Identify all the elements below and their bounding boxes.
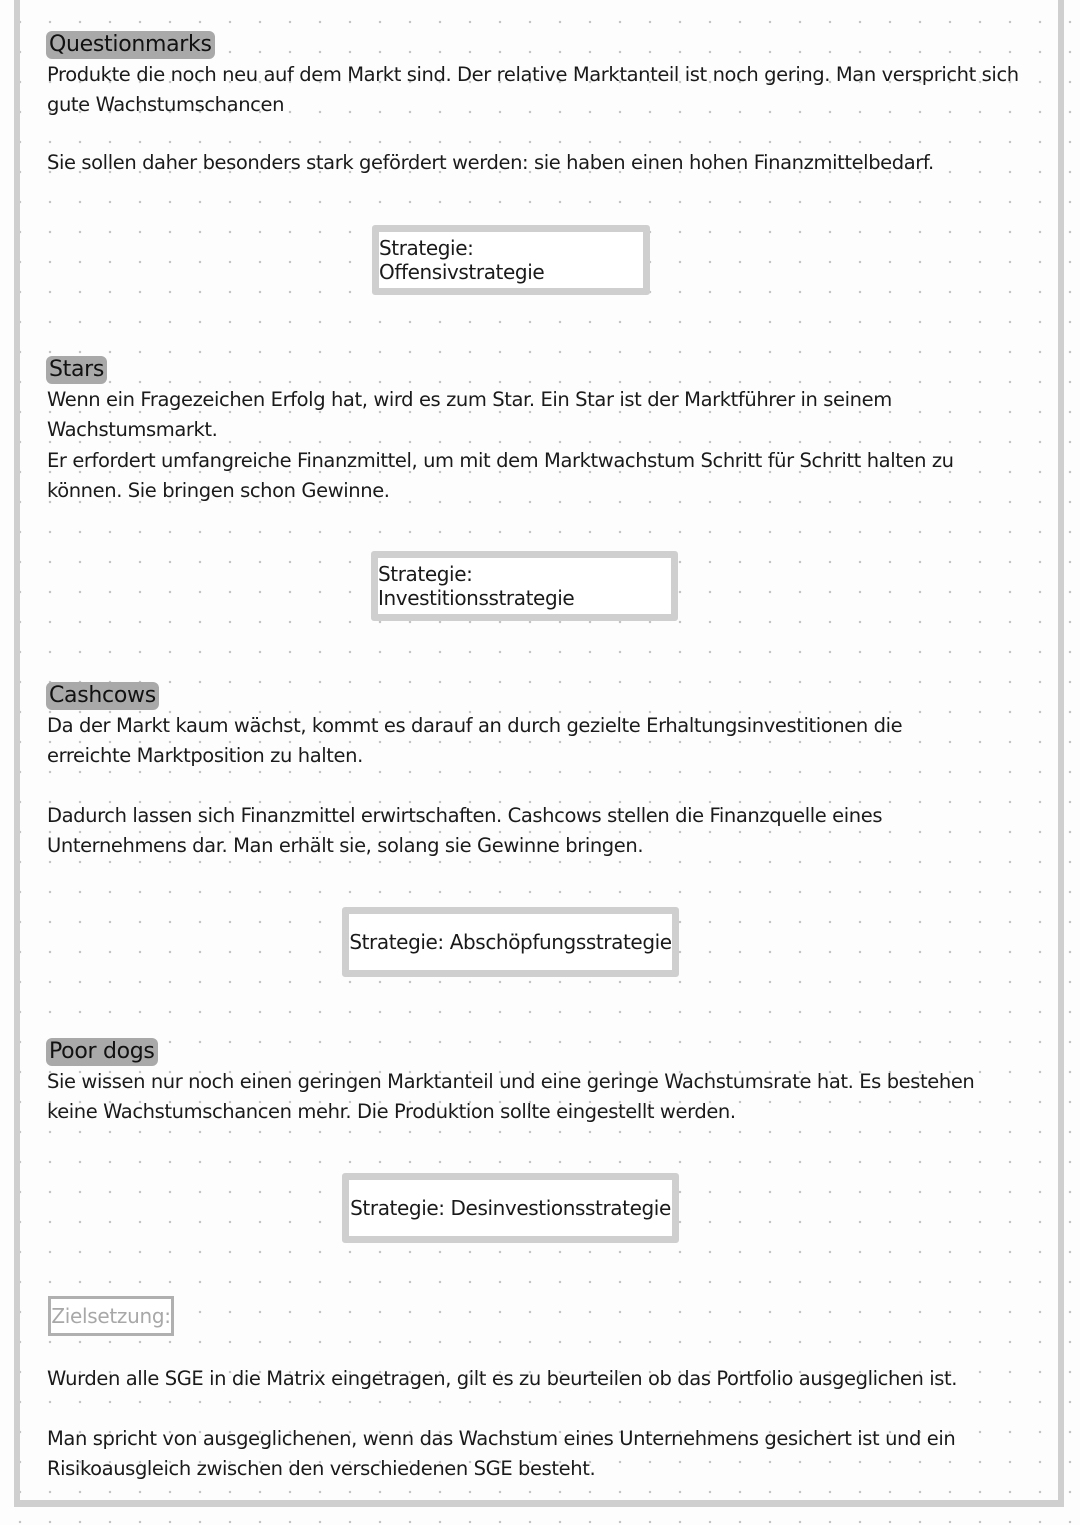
section-text-poor-dogs-1: Sie wissen nur noch einen geringen Marktanteil und eine geringe Wachstumsrate hat. Es bestehen keine Wachstumschancen mehr. Die Produktion sollte eingestellt werden. <box>47 1070 975 1123</box>
section-text-cashcows-2: Dadurch lassen sich Finanzmittel erwirtschaften. Cashcows stellen die Finanzquelle eines Unternehmens dar. Man erhält sie, solang sie Gewinne bringen. <box>47 804 883 857</box>
section-heading-poor-dogs: Poor dogs <box>46 1038 158 1066</box>
goal-text-1: Wurden alle SGE in die Matrix eingetragen, gilt es zu beurteilen ob das Portfolio ausgeglichen ist. <box>47 1367 958 1390</box>
section-heading-questionmarks: Questionmarks <box>46 31 215 59</box>
section-heading-cashcows: Cashcows <box>46 682 159 710</box>
strategy-box-poor-dogs: Strategie: Desinvestionsstrategie <box>342 1173 679 1243</box>
strategy-box-stars: Strategie: Investitionsstrategie <box>371 551 678 621</box>
strategy-box-cashcows: Strategie: Abschöpfungsstrategie <box>342 907 679 977</box>
page-border-bottom <box>14 1500 1064 1507</box>
goal-label-box: Zielsetzung: <box>48 1296 174 1336</box>
section-heading-stars: Stars <box>46 356 107 384</box>
section-text-questionmarks-2: Sie sollen daher besonders stark gefördert werden: sie haben einen hohen Finanzmittelbedarf. <box>47 151 934 174</box>
page-border-right <box>1058 0 1064 1507</box>
goal-text-2: Man spricht von ausgeglichenen, wenn das Wachstum eines Unternehmens gesichert ist und ein Risikoausgleich zwischen den verschiedenen SGE besteht. <box>47 1427 956 1480</box>
section-text-cashcows-1: Da der Markt kaum wächst, kommt es darauf an durch gezielte Erhaltungsinvestitionen die erreichte Marktposition zu halten. <box>47 714 903 767</box>
section-text-stars-1: Wenn ein Fragezeichen Erfolg hat, wird es zum Star. Ein Star ist der Marktführer in seinem Wachstumsmarkt. <box>47 388 892 441</box>
section-text-questionmarks-1: Produkte die noch neu auf dem Markt sind. Der relative Marktanteil ist noch gering. Man verspricht sich gute Wachstumschancen <box>47 63 1019 116</box>
section-text-stars-2: Er erfordert umfangreiche Finanzmittel, um mit dem Marktwachstum Schritt für Schritt halten zu können. Sie bringen schon Gewinne. <box>47 449 954 502</box>
strategy-box-questionmarks: Strategie: Offensivstrategie <box>372 225 650 295</box>
page-border-left <box>14 0 20 1507</box>
